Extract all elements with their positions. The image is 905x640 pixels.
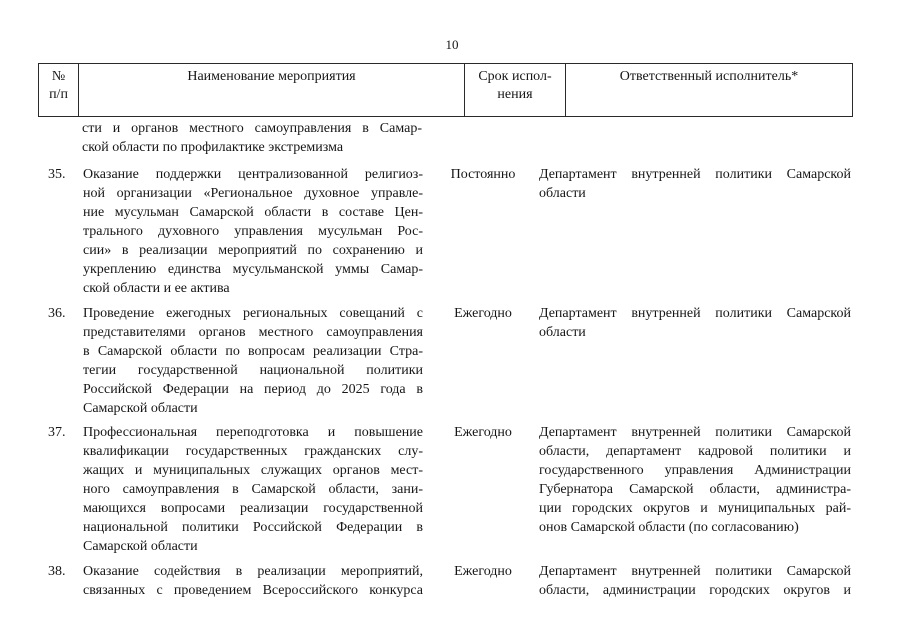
event-name-line: мающихся вопросами реализации государственной: [83, 501, 423, 516]
row-term: Постоянно: [450, 167, 516, 182]
header-col-name-label: Наименование мероприятия: [187, 69, 356, 84]
event-name-line: ской области и ее актива: [83, 281, 230, 296]
event-name-line: трального духовного управления мусульман Рос-: [83, 224, 423, 239]
event-name-line: сии» в реализации мероприятий по сохранению и: [83, 243, 423, 258]
header-col-name: [78, 64, 464, 116]
executor-line: Департамент внутренней политики Самарской: [539, 564, 851, 579]
event-name-line: Самарской области: [83, 401, 198, 416]
table-header: [38, 63, 853, 117]
event-name-line: Проведение ежегодных региональных совещаний с: [83, 306, 423, 321]
row-executor: [539, 562, 851, 600]
event-name-line: ного самоуправления в Самарской области, зани-: [83, 482, 423, 497]
row-executor: [539, 423, 851, 537]
page-number: 10: [445, 37, 459, 52]
row-event-name: [83, 562, 423, 600]
continuation-line: ской области по профилактике экстремизма: [82, 140, 344, 155]
executor-line: государственного управления Администрации: [539, 463, 851, 478]
executor-line: области: [539, 186, 586, 201]
header-col-term-line: нения: [497, 87, 533, 102]
event-name-line: ние мусульман Самарской области в составе Цен-: [83, 205, 423, 220]
executor-line: ции городских округов и муниципальных рай-: [539, 501, 851, 516]
row-number: 37.: [48, 425, 66, 440]
row-executor: [539, 165, 851, 203]
row-event-name: [83, 423, 423, 556]
executor-line: Губернатора Самарской области, администра-: [539, 482, 851, 497]
executor-line: Департамент внутренней политики Самарской: [539, 425, 851, 440]
executor-line: Департамент внутренней политики Самарской: [539, 306, 851, 321]
executor-line: области, департамент кадровой политики и: [539, 444, 851, 459]
event-name-line: ной организации «Региональное духовное управле-: [83, 186, 423, 201]
row-event-name: [83, 304, 423, 418]
event-name-line: квалификации государственных гражданских слу-: [83, 444, 423, 459]
event-name-line: представителями органов местного самоуправления: [83, 325, 423, 340]
event-name-line: Оказание поддержки централизованной религиоз-: [83, 167, 423, 182]
event-name-line: укреплению единства мусульманской уммы Самар-: [83, 262, 423, 277]
header-col-executor: [565, 64, 852, 116]
row-number: 38.: [48, 564, 66, 579]
row-event-name: [83, 165, 423, 298]
executor-line: Департамент внутренней политики Самарской: [539, 167, 851, 182]
executor-line: области, администрации городских округов и: [539, 583, 851, 598]
row-number: 36.: [48, 306, 66, 321]
row-executor: [539, 304, 851, 342]
event-name-line: жащих и муниципальных служащих органов мест-: [83, 463, 423, 478]
continuation-text: [82, 119, 422, 157]
event-name-line: Профессиональная переподготовка и повышение: [83, 425, 423, 440]
continuation-line: сти и органов местного самоуправления в Самар-: [82, 121, 422, 136]
event-name-line: Российской Федерации на период до 2025 года в: [83, 382, 423, 397]
event-name-line: Оказание содействия в реализации мероприятий,: [83, 564, 423, 579]
executor-line: онов Самарской области (по согласованию): [539, 520, 799, 535]
header-col-number-line: п/п: [49, 87, 68, 102]
row-term: Ежегодно: [454, 564, 512, 579]
event-name-line: связанных с проведением Всероссийского конкурса: [83, 583, 423, 598]
header-col-number: [39, 64, 78, 116]
event-name-line: тегии государственной национальной политики: [83, 363, 423, 378]
row-term: Ежегодно: [454, 306, 512, 321]
executor-line: области: [539, 325, 586, 340]
header-col-term: [464, 64, 565, 116]
event-name-line: национальной политики Российской Федерации в: [83, 520, 423, 535]
header-col-number-line: №: [51, 69, 66, 84]
row-term: Ежегодно: [454, 425, 512, 440]
row-number: 35.: [48, 167, 66, 182]
header-col-executor-label: Ответственный исполнитель*: [619, 69, 799, 84]
event-name-line: в Самарской области по вопросам реализации Стра-: [83, 344, 423, 359]
event-name-line: Самарской области: [83, 539, 198, 554]
header-col-term-line: Срок испол-: [478, 69, 552, 84]
